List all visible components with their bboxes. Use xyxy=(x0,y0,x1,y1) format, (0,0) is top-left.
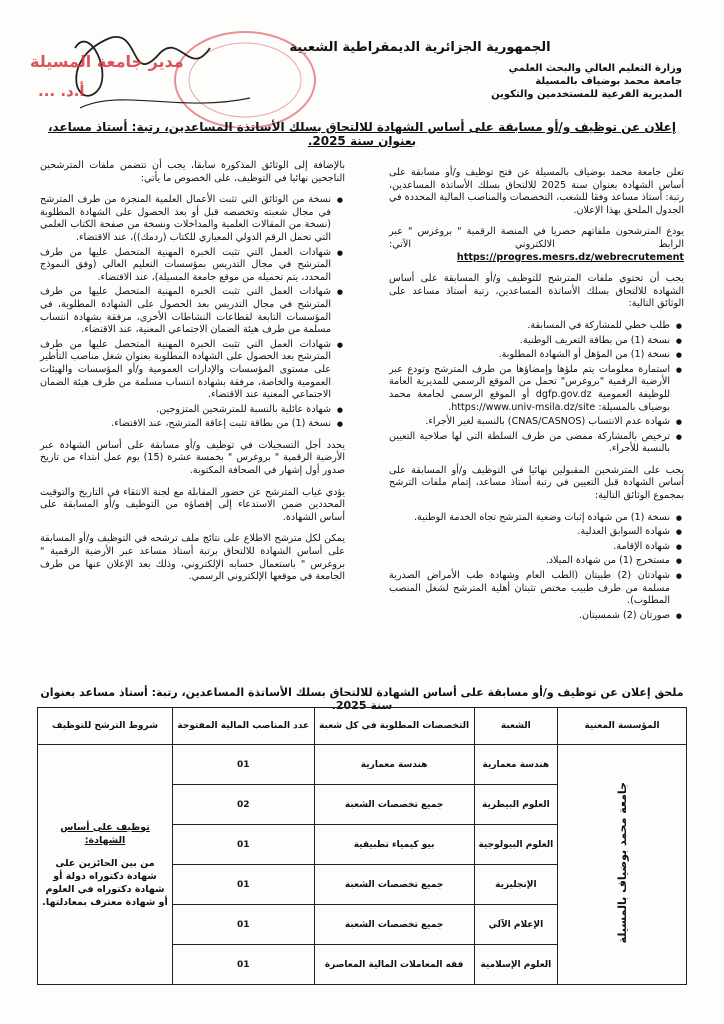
branch-cell: هندسة معمارية xyxy=(474,745,557,785)
stamp-line: مدير جامعة المسيلة xyxy=(30,52,184,71)
posts-cell: 01 xyxy=(173,825,315,865)
list-item: ● استمارة معلومات يتم ملؤها وإمضاؤها من طرف المترشح وتودع عبر الأرضية الرقمية "بروغرس" تحمل من الموقع الرسمي للمديرية العامة للوظيفة العمومية dgfp.gov.dz أو الموقع الرسمي لجامعة محمد بوضياف بالمسيلة: https://www.univ-msila.dz/site. xyxy=(389,364,670,414)
annex-table xyxy=(37,707,687,985)
specialty-cell: بيو كيمياء تطبيقية xyxy=(314,825,474,865)
header-branch: الشعبة xyxy=(474,708,557,745)
branch-cell: الإعلام الآلي xyxy=(474,905,557,945)
deadline-paragraph: يحدد أجل التسجيلات في توظيف و/أو مسابقة على أساس الشهادة عبر الأرضية الرقمية " بروغرس " بخمسة عشرة (15) يوم عمل ابتداء من تاريخ صدور أول إشهار في الصحافة المكتوبة. xyxy=(40,439,345,477)
list-item: ● شهادات العمل التي تثبت الخبرة المهنية المتحصل عليها من طرف المترشح في مجال التدريس بعد الحصول على الشهادة المطلوبة، في المؤسسات التابعة لقطاعات النشاطات الأخرى، مرفقة بشهادة انتساب مسلمة من طرف هيئة الضمان الاجتماعي المعنية، عند الاقتضاء. xyxy=(40,286,331,336)
platform-paragraph xyxy=(389,226,684,264)
left-column xyxy=(40,160,345,593)
list-item: ● نسخة (1) من بطاقة التعريف الوطنية. xyxy=(389,335,670,348)
republic-header: الجمهورية الجزائرية الديمقراطية الشعبية xyxy=(289,40,551,55)
header-institution: المؤسسة المعنية xyxy=(558,708,687,745)
ministry-block xyxy=(422,62,682,101)
list-item: ● شهادة الإقامة. xyxy=(389,541,670,554)
platform-link[interactable]: https://progres.mesrs.dz/webrecrutement xyxy=(456,251,684,263)
specialty-cell: هندسة معمارية xyxy=(314,745,474,785)
platform-text: يودع المترشحون ملفاتهم حصريا في المنصة الرقمية " بروغرس " عبر الرابط الالكتروني الآتي: xyxy=(389,226,684,250)
header-posts: عدد المناصب المالية المفتوحة xyxy=(173,708,315,745)
header-conditions: شروط الترشح للتوظيف xyxy=(38,708,173,745)
posts-cell: 01 xyxy=(173,865,315,905)
announcement-title: إعلان عن توظيف و/أو مسابقة على أساس الشهادة للالتحاق بسلك الأساتذة المساعدين، رتبة: أستاذ مساعد، بعنوان سنة 2025. xyxy=(47,120,676,148)
final-intro: يجب على المترشحين المقبولين نهائيا في التوظيف و/أو المسابقة على أساس الشهادة قبل التعيين في رتبة أستاذ مساعد، إتمام ملفات الترشح بمجموع الوثائق التالية: xyxy=(389,464,684,502)
list-item: ● شهادة عائلية بالنسبة للمترشحين المتزوجين. xyxy=(40,404,331,417)
branch-cell: الإنجليزية xyxy=(474,865,557,905)
list-item: ● شهادة عدم الانتساب (CNAS/CASNOS) بالنسبة لغير الأجراء. xyxy=(389,416,670,429)
list-item: ● شهادتان (2) طبيتان (الطب العام وشهادة طب الأمراض الصدرية مسلمة من طرف طبيب مختص تثبتان أهلية المترشح لشغل المنصب المطلوب). xyxy=(389,570,670,608)
university-line: جامعة محمد بوضياف بالمسيلة xyxy=(535,76,682,87)
stamp-signature xyxy=(20,18,320,128)
conditions-text: من بين الحائزين على شهادة دكتوراه دولة أو شهادة دكتوراه في العلوم أو شهادة معترف بمعادلتها. xyxy=(42,857,168,908)
list-item: ● نسخة (1) من شهادة إثبات وضعية المترشح تجاه الخدمة الوطنية. xyxy=(389,512,670,525)
list-item: ● شهادة السوابق العدلية. xyxy=(389,526,670,539)
additional-docs-intro: بالإضافة إلى الوثائق المذكورة سابقا، يجب أن تتضمن ملفات المترشحين الناجحين نهائيا في التوظيف، على الخصوص ما يأتي: xyxy=(40,160,345,184)
list-item: ● شهادات العمل التي تثبت الخبرة المهنية المتحصل عليها من طرف المترشح في مجال التدريس بمؤسسات التعليم العالي (وفق النموذج المحدد، يتم تحميله من موقع جامعة المسيلة)، عند الاقتضاء. xyxy=(40,247,331,285)
table-header-row xyxy=(38,708,687,745)
additional-docs-list xyxy=(40,194,345,431)
list-item: ● شهادات العمل التي تثبت الخبرة المهنية المتحصل عليها من طرف المترشح بعد الحصول على الشهادة المطلوبة بعنوان شغل مناصب التأطير على مستوى المؤسسات والإدارات العمومية و/أو المؤسسات والهيئات العمومية والخاصة، مرفقة بشهادة انتساب مسلمة من طرف هيئة الضمان الاجتماعي المعنية عند الاقتضاء. xyxy=(40,339,331,402)
conditions-cell xyxy=(38,745,173,985)
posts-cell: 01 xyxy=(173,745,315,785)
file-list xyxy=(389,320,684,456)
specialty-cell: جميع تخصصات الشعبة xyxy=(314,865,474,905)
directorate-line: المديرية الفرعية للمستخدمين والتكوين xyxy=(491,89,682,100)
right-column xyxy=(389,167,684,631)
conditions-title: توظيف على أساس الشهادة: xyxy=(60,821,150,846)
branch-cell: العلوم الإسلامية xyxy=(474,945,557,985)
specialty-cell: جميع تخصصات الشعبة xyxy=(314,785,474,825)
list-item: ● طلب خطي للمشاركة في المسابقة. xyxy=(389,320,670,333)
list-item: ● ترخيص بالمشاركة ممضى من طرف السلطة التي لها صلاحية التعيين بالنسبة للأجراء. xyxy=(389,431,670,456)
file-intro: يجب أن تحتوي ملفات المترشح للتوظيف و/أو المسابقة على أساس الشهادة للالتحاق بسلك الأساتذة المساعدين، رتبة أستاذ مساعد على الوثائق التالية: xyxy=(389,273,684,310)
branch-cell: العلوم البيولوجية xyxy=(474,825,557,865)
institution-cell xyxy=(558,745,687,985)
posts-cell: 01 xyxy=(173,905,315,945)
annex-title: ملحق إعلان عن توظيف و/أو مسابقة على أساس الشهادة للالتحاق بسلك الأساتذة المساعدين، رتبة: أستاذ مساعد بعنوان سنة 2025. xyxy=(40,686,684,712)
intro-paragraph: تعلن جامعة محمد بوضياف بالمسيلة عن فتح توظيف و/أو مسابقة على أساس الشهادة بعنوان سنة 2025 للالتحاق بسلك الأساتذة المساعدين، رتبة: أستاذ مساعد وفقا للشعب، التخصصات والمناصب المالية المحددة في الجدول الملحق بهذا الإعلان. xyxy=(389,167,684,216)
branch-cell: العلوم البيطرية xyxy=(474,785,557,825)
stamp-line: أ.د. ... xyxy=(38,82,85,100)
list-item: ● نسخة (1) من بطاقة تثبت إعاقة المترشح، عند الاقتضاء. xyxy=(40,418,331,431)
specialty-cell: جميع تخصصات الشعبة xyxy=(314,905,474,945)
list-item: ● نسخة من الوثائق التي تثبت الأعمال العلمية المنجزة من طرف المترشح في مجال شعبته وتخصصه قبل أو بعد الحصول على الشهادة المطلوبة (نسخة من المقالات العلمية والمداخلات ونسخة من صفحة الكتاب العلمي التي تحمل الرقم الدولي المعياري للكتاب (ردمك))، عند الاقتضاء. xyxy=(40,194,331,244)
header-specialties: التخصصات المطلوبة في كل شعبة xyxy=(314,708,474,745)
posts-cell: 02 xyxy=(173,785,315,825)
list-item: ● صورتان (2) شمسيتان. xyxy=(389,610,670,623)
list-item: ● مستخرج (1) من شهادة الميلاد. xyxy=(389,555,670,568)
absence-paragraph: يؤدي غياب المترشح عن حضور المقابلة مع لجنة الانتقاء في التاريخ والتوقيت المحددين ضمن الاستدعاء إلى إقصاؤه من التوظيف و/أو المسابقة على أساس الشهادة. xyxy=(40,486,345,523)
institution-name: جامعة محمد بوضياف بالمسيلة xyxy=(615,782,629,944)
ministry-line: وزارة التعليم العالي والبحث العلمي xyxy=(508,63,682,74)
specialty-cell: فقه المعاملات المالية المعاصرة xyxy=(314,945,474,985)
table-row xyxy=(38,745,687,785)
posts-cell: 01 xyxy=(173,945,315,985)
results-paragraph: يمكن لكل مترشح الاطلاع على نتائج ملف ترشحه في التوظيف و/أو المسابقة على أساس الشهادة للالتحاق برتبة أستاذ مساعد عبر الأرضية الرقمية " بروغرس " باستعمال حسابه الإلكتروني، وذلك بعد الإعلان عنها من طرف الجامعة في موقعها الإلكتروني الرسمي. xyxy=(40,533,345,583)
list-item: ● نسخة (1) من المؤهل أو الشهادة المطلوبة. xyxy=(389,349,670,362)
final-list xyxy=(389,512,684,623)
